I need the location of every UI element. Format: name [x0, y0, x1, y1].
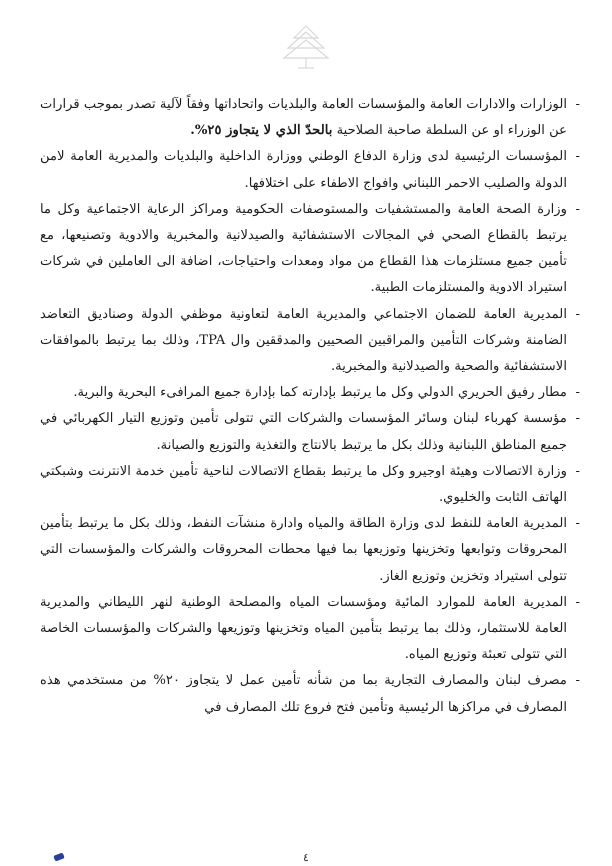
- bullet-dash: -: [575, 594, 580, 610]
- document-body: [40, 92, 580, 721]
- list-item: [40, 668, 580, 720]
- list-item: [40, 406, 580, 458]
- list-item: [40, 511, 580, 590]
- item-text: وزارة الاتصالات وهيئة اوجيرو وكل ما يرتبط بقطاع الاتصالات لناحية تأمين خدمة الانترنت وشبكتي الهاتف الثابت والخليوي.: [40, 463, 567, 506]
- list-item: [40, 590, 580, 669]
- list-item: [40, 302, 580, 381]
- bullet-dash: -: [575, 306, 580, 322]
- item-text: وزارة الصحة العامة والمستشفيات والمستوصفات الحكومية ومراكز الرعاية الاجتماعية وكل ما يرتبط بالقطاع الصحي في المجالات الاستشفائية والصيدلانية والمخبرية والادوية وتصنيعها، مع تأمين جميع مستلزمات هذا القطاع من مواد ومعدات واحتياجات، اضافة الى العاملين في شركات استيراد الادوية والمستلزمات الطبية.: [40, 201, 567, 296]
- bullet-dash: -: [575, 385, 580, 401]
- list-item: [40, 92, 580, 144]
- page-number: ٤: [303, 851, 309, 864]
- list-item: [40, 197, 580, 302]
- item-text: المديرية العامة للضمان الاجتماعي والمديرية العامة لتعاونية موظفي الدولة وصناديق التعاضد الضامنة وشركات التأمين والمراقبين الصحيين والمدققين وال TPA، وذلك بما يرتبط بالموافقات الاستشفائية والصحية والصيدلانية والمخبرية.: [40, 306, 567, 375]
- bullet-dash: -: [575, 411, 580, 427]
- list-item: [40, 459, 580, 511]
- item-text: الوزارات والادارات العامة والمؤسسات العامة والبلديات واتحاداتها وفقاً لآلية تصدر بموجب قرارات عن الوزراء او عن السلطة صاحبة الصلاحية: [40, 97, 567, 139]
- item-text: مصرف لبنان والمصارف التجارية بما من شأنه تأمين عمل لا يتجاوز ٢٠% من مستخدمي هذه المصارف في مراكزها الرئيسية وتأمين فتح فروع تلك المصارف في: [40, 673, 567, 715]
- item-text: مؤسسة كهرباء لبنان وسائر المؤسسات والشركات التي تتولى تأمين وتوزيع التيار الكهربائي في جميع المناطق اللبنانية وذلك بكل ما يرتبط بالانتاج والتغذية والتوزيع والصيانة.: [40, 411, 567, 453]
- item-bold-text: بالحدّ الذي لا يتجاوز ٢٥%.: [190, 123, 333, 139]
- bullet-dash: -: [575, 516, 580, 532]
- bullet-dash: -: [575, 97, 580, 112]
- item-text: مطار رفيق الحريري الدولي وكل ما يرتبط بإدارته كما بإدارة جميع المرافىء البحرية والبرية.: [73, 385, 567, 401]
- ink-mark: [53, 852, 64, 861]
- bullet-dash: -: [575, 673, 580, 689]
- bullet-dash: -: [575, 149, 580, 165]
- item-text: المؤسسات الرئيسية لدى وزارة الدفاع الوطني ووزارة الداخلية والبلديات والمديرية العامة لامن الدولة والصليب الاحمر اللبناني وافواج الاطفاء على اختلافها.: [40, 149, 567, 191]
- list-item: [40, 380, 580, 406]
- item-text: المديرية العامة للنفط لدى وزارة الطاقة والمياه وادارة منشآت النفط، وذلك بكل ما يرتبط بتأمين المحروقات وتوابعها وتخزينها وتوزيعها بما فيها محطات المحروقات والشركات والمؤسسات التي تتولى استيراد وتخزين وتوزيع الغاز.: [40, 516, 567, 584]
- bullet-dash: -: [575, 463, 580, 479]
- list-item: [40, 144, 580, 196]
- cedar-tree-icon: [280, 22, 332, 70]
- bullet-dash: -: [575, 201, 580, 217]
- item-text: المديرية العامة للموارد المائية ومؤسسات المياه والمصلحة الوطنية لنهر الليطاني والمديرية العامة للاستثمار، وذلك بما يرتبط بتأمين المياه وتخزينها وتوزيعها والشركات والمؤسسات الخاصة التي تتولى تعبئة وتوزيع المياه.: [40, 594, 567, 663]
